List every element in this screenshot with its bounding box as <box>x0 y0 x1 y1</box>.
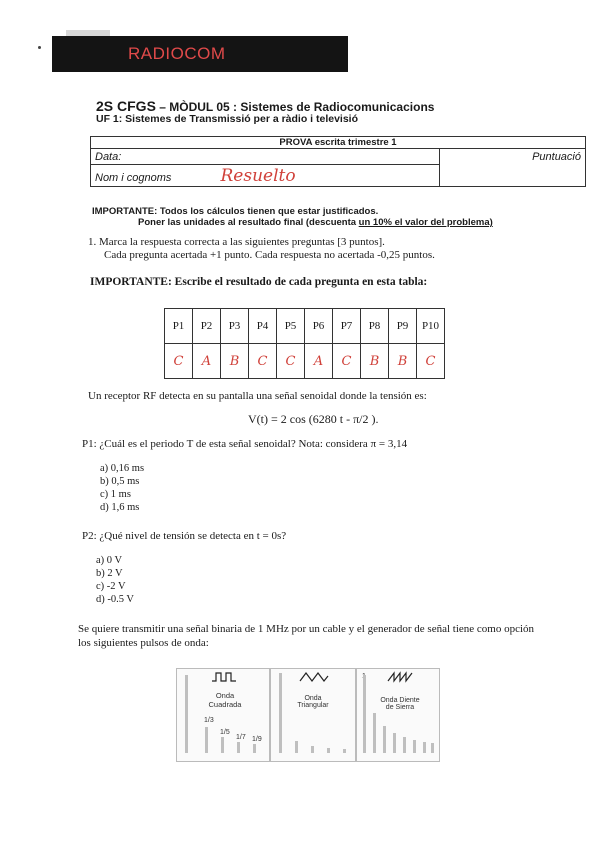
answer-cell-p2: A <box>193 344 221 379</box>
answer-cell-p9: B <box>389 344 417 379</box>
answer-cell-p7: C <box>333 344 361 379</box>
p1-option: d) 1,6 ms <box>100 502 140 513</box>
answer-header-p5: P5 <box>277 309 305 344</box>
answer-header-p10: P10 <box>417 309 445 344</box>
square-wave-spectrum <box>176 668 270 762</box>
answer-header-p3: P3 <box>221 309 249 344</box>
mark-1-3: 1/3 <box>204 717 214 724</box>
course-title <box>96 98 434 114</box>
important-note <box>92 206 493 228</box>
sawtooth-wave-icon <box>387 671 413 683</box>
answer-cell-p5: C <box>277 344 305 379</box>
course-module: – MÒDUL 05 : Sistemes de Radiocomunicacions <box>159 100 435 114</box>
answer-header-p2: P2 <box>193 309 221 344</box>
score-label: Puntuació <box>440 149 586 187</box>
p2-option: b) 2 V <box>96 568 123 579</box>
exam-info-table <box>90 136 586 187</box>
banner-title: RADIOCOM <box>128 44 226 63</box>
name-value: Resuelto <box>220 165 296 186</box>
name-label: Nom i cognoms <box>95 171 172 184</box>
scan-dot <box>38 46 41 49</box>
date-label: Data: <box>91 149 440 165</box>
p2-option: c) -2 V <box>96 581 126 592</box>
answer-header-p7: P7 <box>333 309 361 344</box>
important-label: IMPORTANTE: <box>92 206 158 217</box>
question1-line2: Cada pregunta acertada +1 punto. Cada respuesta no acertada -0,25 puntos. <box>104 249 435 261</box>
answer-header-p1: P1 <box>165 309 193 344</box>
answer-cell-p10: C <box>417 344 445 379</box>
triangle-wave-spectrum <box>270 668 356 762</box>
answer-cell-p6: A <box>305 344 333 379</box>
triangle-wave-label: Onda Triangular <box>297 695 329 709</box>
mark-1-9: 1/9 <box>252 736 262 743</box>
exam-title: PROVA escrita trimestre 1 <box>91 137 586 149</box>
p2-options <box>96 554 134 606</box>
mark-1-7: 1/7 <box>236 734 246 741</box>
p1-option: b) 0,5 ms <box>100 476 140 487</box>
p1-option: c) 1 ms <box>100 489 131 500</box>
important-line2: Poner las unidades al resultado final (descuenta <box>138 217 359 228</box>
p1-question: P1: ¿Cuál es el periodo T de esta señal senoidal? Nota: considera π = 3,14 <box>82 438 408 450</box>
intro-text: Un receptor RF detecta en su pantalla una señal senoidal donde la tensión es: <box>88 390 427 402</box>
answer-cell-p8: B <box>361 344 389 379</box>
answer-header-p8: P8 <box>361 309 389 344</box>
answer-table <box>164 308 445 379</box>
important-line2-underlined: un 10% el valor del problema) <box>358 217 493 228</box>
answer-cell-p4: C <box>249 344 277 379</box>
course-prefix: 2S CFGS <box>96 98 156 114</box>
answer-header-p4: P4 <box>249 309 277 344</box>
important-line1: Todos los cálculos tienen que estar justificados. <box>159 206 379 217</box>
sawtooth-wave-spectrum <box>356 668 440 762</box>
triangle-wave-icon <box>299 671 329 683</box>
question1 <box>88 236 435 262</box>
mark-1-5: 1/5 <box>220 729 230 736</box>
p2-option: a) 0 V <box>96 555 123 566</box>
square-wave-icon <box>211 671 237 683</box>
question1-number: 1. <box>88 236 97 248</box>
important-table-note: IMPORTANTE: Escribe el resultado de cada pregunta en esta tabla: <box>90 276 428 288</box>
sawtooth-wave-label: Onda Diente de Sierra <box>380 697 420 711</box>
answer-cell-p1: C <box>165 344 193 379</box>
p2-option: d) -0.5 V <box>96 594 135 605</box>
p1-option: a) 0,16 ms <box>100 463 145 474</box>
answer-cell-p3: B <box>221 344 249 379</box>
answer-header-p6: P6 <box>305 309 333 344</box>
question1-line1: Marca la respuesta correcta a las siguientes preguntas [3 puntos]. <box>99 236 385 248</box>
square-wave-label: Onda Cuadrada <box>208 691 242 709</box>
p3-intro: Se quiere transmitir una señal binaria de 1 MHz por un cable y el generador de señal tiene como opción los siguientes pulsos de onda: <box>78 623 535 649</box>
p1-options <box>100 462 144 514</box>
unit-title: UF 1: Sistemes de Transmissió per a ràdio i televisió <box>96 113 359 125</box>
formula: V(t) = 2 cos (6280 t - π/2 ). <box>248 412 379 426</box>
p2-question: P2: ¿Qué nivel de tensión se detecta en t = 0s? <box>82 530 287 542</box>
answer-header-p9: P9 <box>389 309 417 344</box>
name-cell <box>91 165 440 187</box>
